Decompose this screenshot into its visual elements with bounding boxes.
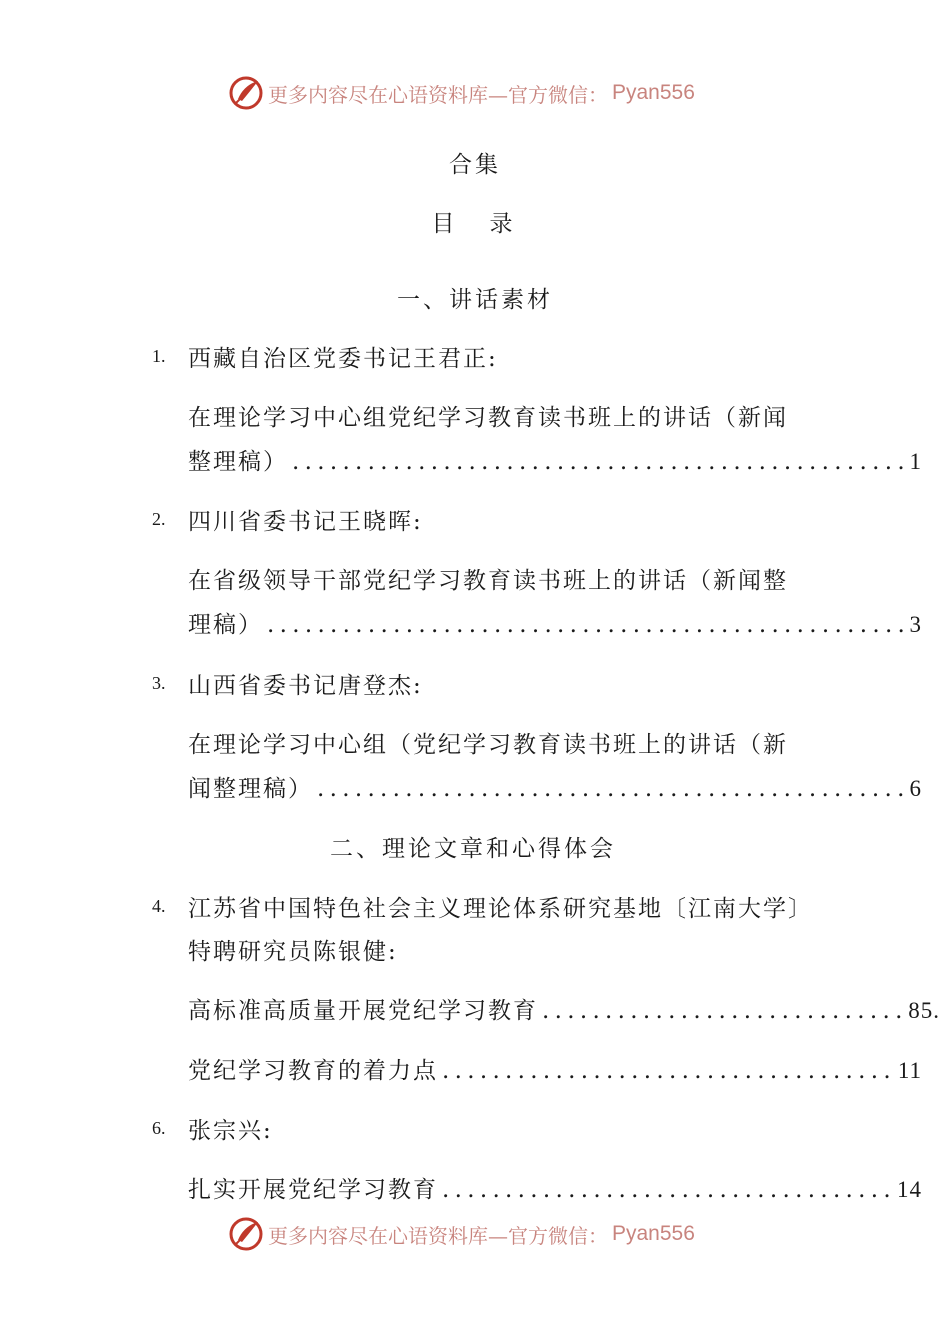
entry-title-end: 整理稿）: [188, 449, 288, 475]
page-number: 11: [897, 1058, 922, 1083]
entry-author-cont: 特聘研究员陈银健:: [188, 939, 398, 965]
page-number: 3: [909, 612, 922, 637]
banner-text: 更多内容尽在心语资料库—官方微信：: [268, 1223, 608, 1248]
entry-number: 6.: [152, 1118, 166, 1138]
entry-title: 扎实开展党纪学习教育: [188, 1177, 438, 1203]
banner-wechat-id: Pyan556: [612, 81, 695, 104]
toc-heading: 目 录: [431, 211, 519, 237]
watermark-banner-bottom: [228, 1214, 695, 1254]
section-heading-2: 二、理论文章和心得体会: [330, 836, 616, 862]
dot-leader: [263, 612, 910, 638]
toc-entry[interactable]: [188, 1052, 922, 1085]
entry-author: 江苏省中国特色社会主义理论体系研究基地〔江南大学〕: [188, 896, 813, 922]
banner-wechat-id: Pyan556: [612, 1222, 695, 1245]
toc-entry[interactable]: [188, 1171, 922, 1204]
toc-entry[interactable]: [188, 606, 922, 639]
dot-leader: [288, 449, 910, 475]
page-number: 14: [897, 1177, 922, 1202]
dot-leader: [438, 1058, 898, 1084]
page-number: 6: [909, 776, 922, 801]
quill-logo-icon: [228, 1216, 264, 1252]
entry-title-line: 在省级领导干部党纪学习教育读书班上的讲话（新闻整: [188, 568, 788, 594]
page-number: 85.: [908, 998, 940, 1023]
quill-logo-icon: [228, 75, 264, 111]
dot-leader: [438, 1177, 897, 1203]
entry-title: 党纪学习教育的着力点: [188, 1058, 438, 1084]
entry-author: 四川省委书记王晓晖:: [188, 509, 423, 535]
entry-number: 3.: [152, 673, 166, 693]
entry-title-end: 闻整理稿）: [188, 776, 313, 802]
toc-entry[interactable]: [188, 770, 922, 803]
entry-number: 2.: [152, 509, 166, 529]
page-number: 1: [909, 449, 922, 474]
entry-title: 高标准高质量开展党纪学习教育: [188, 998, 538, 1024]
entry-title-line: 在理论学习中心组（党纪学习教育读书班上的讲话（新: [188, 732, 788, 758]
entry-number: 1.: [152, 346, 166, 366]
entry-author: 张宗兴:: [188, 1118, 273, 1144]
toc-entry[interactable]: [188, 992, 940, 1025]
entry-title-end: 理稿）: [188, 612, 263, 638]
entry-number: 4.: [152, 896, 166, 916]
watermark-banner-top: [228, 73, 695, 113]
dot-leader: [313, 776, 910, 802]
toc-entry[interactable]: [188, 443, 922, 476]
banner-text: 更多内容尽在心语资料库—官方微信：: [268, 82, 608, 107]
doc-title: 合集: [449, 152, 501, 178]
section-heading-1: 一、讲话素材: [397, 287, 553, 313]
dot-leader: [538, 998, 908, 1024]
entry-title-line: 在理论学习中心组党纪学习教育读书班上的讲话（新闻: [188, 405, 788, 431]
entry-author: 山西省委书记唐登杰:: [188, 673, 423, 699]
entry-author: 西藏自治区党委书记王君正:: [188, 346, 498, 372]
